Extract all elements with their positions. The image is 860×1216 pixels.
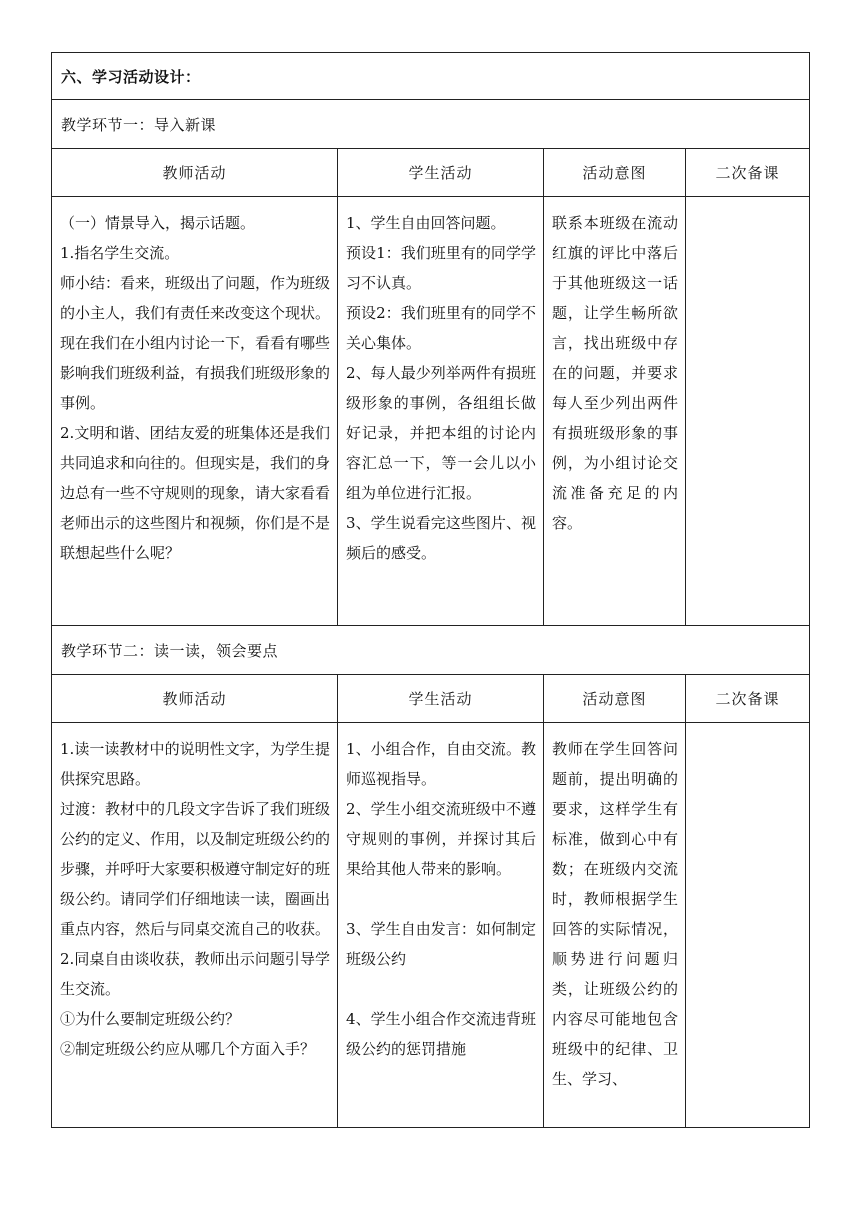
stage2-content-row [52, 723, 810, 1128]
stage1-student-line: 2、每人最少列举两件有损班级形象的事例，各组组长做好记录，并把本组的讨论内容汇总一下，等一会儿以小组为单位进行汇报。 [346, 364, 536, 502]
stage1-second-prep-cell [686, 197, 810, 626]
stage2-student-line: 4、学生小组合作交流违背班级公约的惩罚措施 [346, 1010, 536, 1058]
stage2-title: 教学环节二：读一读，领会要点 [52, 626, 810, 675]
stage2-intent-text: 教师在学生回答问题前，提出明确的要求，这样学生有标准，做到心中有数；在班级内交流时，教师根据学生回答的实际情况，顺势进行问题归类，让班级公约的内容尽可能地包含班级中的纪律、卫生、学习、 [552, 740, 678, 1088]
stage1-header-row [52, 149, 810, 197]
header-teacher-activity: 教师活动 [52, 675, 338, 723]
header-student-activity: 学生活动 [338, 149, 544, 197]
stage1-title: 教学环节一：导入新课 [52, 100, 810, 149]
stage1-teacher-line: （一）情景导入，揭示话题。 [60, 214, 256, 232]
stage1-student-line: 预设2：我们班里有的同学不关心集体。 [346, 304, 536, 352]
stage2-header-row [52, 675, 810, 723]
activity-design-table [51, 52, 810, 1128]
stage1-content-row [52, 197, 810, 626]
stage2-teacher-line: 2.同桌自由谈收获，教师出示问题引导学生交流。 [60, 950, 330, 998]
stage1-intent-cell [544, 197, 686, 626]
stage2-second-prep-cell [686, 723, 810, 1128]
stage1-student-line: 3、学生说看完这些图片、视频后的感受。 [346, 514, 536, 562]
stage2-student-line: 2、学生小组交流班级中不遵守规则的事例，并探讨其后果给其他人带来的影响。 [346, 800, 536, 878]
stage1-student-cell [338, 197, 544, 626]
header-second-prep: 二次备课 [686, 675, 810, 723]
stage1-teacher-line: 1.指名学生交流。 [60, 244, 180, 262]
stage2-intent-cell [544, 723, 686, 1128]
stage2-teacher-line: 1.读一读教材中的说明性文字，为学生提供探究思路。 [60, 740, 330, 788]
stage2-teacher-line: ②制定班级公约应从哪几个方面入手？ [60, 1040, 316, 1058]
stage1-student-line: 预设1：我们班里有的同学学习不认真。 [346, 244, 536, 292]
header-teacher-activity: 教师活动 [52, 149, 338, 197]
stage1-teacher-line: 2.文明和谐、团结友爱的班集体还是我们共同追求和向往的。但现实是，我们的身边总有一些不守规则的现象，请大家看看老师出示的这些图片和视频，你们是不是联想起些什么呢？ [60, 424, 331, 562]
stage1-teacher-cell [52, 197, 338, 626]
stage2-student-line: 3、学生自由发言：如何制定班级公约 [346, 920, 536, 968]
stage2-student-line: 1、小组合作，自由交流。教师巡视指导。 [346, 740, 536, 788]
stage1-student-line: 1、学生自由回答问题。 [346, 214, 506, 232]
header-student-activity: 学生活动 [338, 675, 544, 723]
header-activity-intent: 活动意图 [544, 675, 686, 723]
header-second-prep: 二次备课 [686, 149, 810, 197]
stage2-teacher-cell [52, 723, 338, 1128]
stage1-teacher-line: 师小结：看来，班级出了问题，作为班级的小主人，我们有责任来改变这个现状。现在我们在小组内讨论一下，看看有哪些影响我们班级利益，有损我们班级形象的事例。 [60, 274, 331, 412]
stage2-teacher-line: ①为什么要制定班级公约？ [60, 1010, 241, 1028]
stage1-intent-text: 联系本班级在流动红旗的评比中落后于其他班级这一话题，让学生畅所欲言，找出班级中存在的问题，并要求每人至少列出两件有损班级形象的事例，为小组讨论交流准备充足的内容。 [552, 214, 678, 532]
section-title: 六、学习活动设计： [52, 53, 810, 100]
stage2-teacher-line: 过渡：教材中的几段文字告诉了我们班级公约的定义、作用，以及制定班级公约的步骤，并呼吁大家要积极遵守制定好的班级公约。请同学们仔细地读一读，圈画出重点内容，然后与同桌交流自己的收获。 [60, 800, 331, 938]
stage2-student-cell [338, 723, 544, 1128]
header-activity-intent: 活动意图 [544, 149, 686, 197]
